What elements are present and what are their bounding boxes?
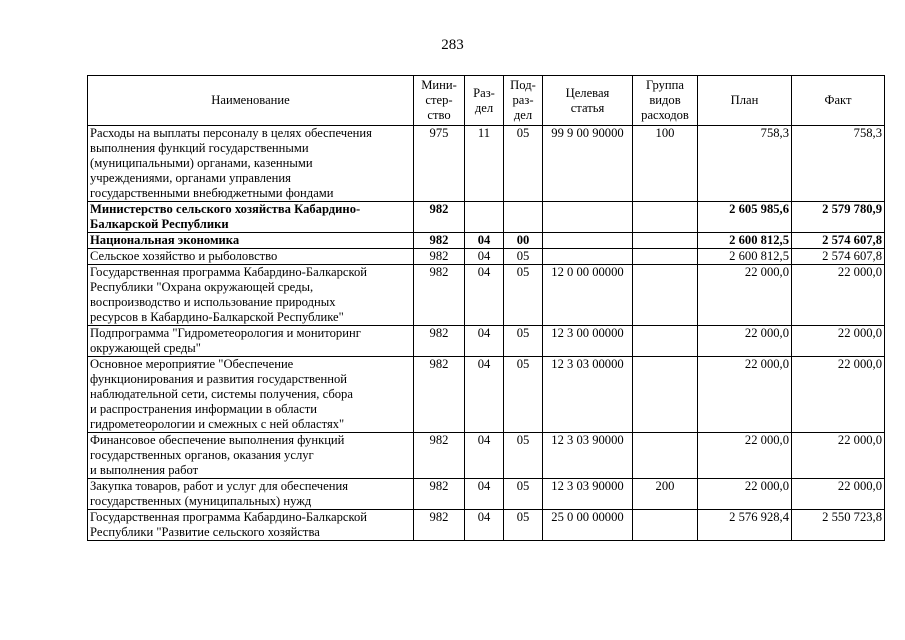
table-row [88,433,885,479]
header-ministry [414,76,465,126]
row-plan: 22 000,0 [698,265,792,326]
row-plan: 22 000,0 [698,326,792,357]
row-ministry: 975 [414,126,465,202]
row-ministry: 982 [414,249,465,265]
row-ministry: 982 [414,233,465,249]
row-target-article [543,233,633,249]
row-target-article: 12 3 03 00000 [543,357,633,433]
row-fact: 2 574 607,8 [792,233,885,249]
row-plan: 2 576 928,4 [698,510,792,541]
row-section: 04 [465,265,504,326]
row-fact: 2 579 780,9 [792,202,885,233]
row-name-line: Национальная экономика [90,233,240,247]
row-plan: 758,3 [698,126,792,202]
row-name [88,249,414,265]
row-name [88,357,414,433]
header-section [465,76,504,126]
row-section: 04 [465,249,504,265]
row-name-line: Министерство сельского хозяйства Кабардино- [90,202,361,216]
row-target-article: 25 0 00 00000 [543,510,633,541]
row-section: 04 [465,479,504,510]
row-name-line: и распространения информации в области [90,402,317,416]
header-group-line: видов [649,93,681,107]
row-name-line: Закупка товаров, работ и услуг для обеспечения [90,479,349,493]
row-name [88,510,414,541]
row-target-article [543,202,633,233]
row-target-article: 99 9 00 90000 [543,126,633,202]
header-target-line: статья [570,100,605,115]
row-expense-group [633,233,698,249]
row-name-line: наблюдательной сети, системы получения, сбора [90,387,353,401]
header-name: Наименование [88,76,414,126]
row-expense-group: 100 [633,126,698,202]
row-name-line: (муниципальными) органами, казенными [90,156,313,170]
row-subsection: 05 [504,510,543,541]
table-body [88,126,885,541]
table-row [88,326,885,357]
row-name-line: выполнения функций государственными [90,141,309,155]
row-section: 04 [465,510,504,541]
row-plan: 22 000,0 [698,357,792,433]
row-name [88,433,414,479]
row-ministry: 982 [414,326,465,357]
row-expense-group: 200 [633,479,698,510]
row-expense-group [633,433,698,479]
row-name [88,326,414,357]
row-name-line: Подпрограмма "Гидрометеорология и мониторинг [90,326,361,340]
row-subsection: 05 [504,126,543,202]
row-target-article: 12 0 00 00000 [543,265,633,326]
row-fact: 2 574 607,8 [792,249,885,265]
row-plan: 22 000,0 [698,433,792,479]
row-plan: 2 600 812,5 [698,233,792,249]
budget-table [87,75,885,541]
row-name [88,265,414,326]
row-name-line: гидрометеорологии и смежных с ней областях" [90,417,345,431]
row-plan: 2 600 812,5 [698,249,792,265]
table-row [88,510,885,541]
row-name [88,233,414,249]
header-subsection-line: раз- [512,93,534,107]
row-ministry: 982 [414,510,465,541]
row-fact: 22 000,0 [792,433,885,479]
row-section: 11 [465,126,504,202]
row-subsection: 05 [504,357,543,433]
header-group-line: Группа [646,78,684,92]
row-expense-group [633,510,698,541]
header-section-line: Раз- [473,85,495,100]
row-ministry: 982 [414,433,465,479]
row-name-line: государственных органов, оказания услуг [90,448,314,462]
row-fact: 758,3 [792,126,885,202]
row-name-line: окружающей среды" [90,341,201,355]
row-name-line: Республики "Развитие сельского хозяйства [90,525,320,539]
row-ministry: 982 [414,479,465,510]
row-fact: 22 000,0 [792,357,885,433]
row-target-article: 12 3 00 00000 [543,326,633,357]
row-fact: 22 000,0 [792,265,885,326]
row-expense-group [633,326,698,357]
header-ministry-line: ство [427,108,451,122]
header-plan: План [698,76,792,126]
table-row [88,233,885,249]
row-subsection: 05 [504,249,543,265]
header-ministry-line: стер- [425,93,453,107]
row-expense-group [633,249,698,265]
row-subsection: 05 [504,326,543,357]
row-name-line: Государственная программа Кабардино-Балкарской [90,510,368,524]
table-row [88,479,885,510]
row-target-article: 12 3 03 90000 [543,479,633,510]
row-subsection: 05 [504,479,543,510]
row-ministry: 982 [414,357,465,433]
row-section: 04 [465,433,504,479]
table-row [88,265,885,326]
header-expense-group [633,76,698,126]
row-ministry: 982 [414,202,465,233]
row-fact: 22 000,0 [792,326,885,357]
row-subsection [504,202,543,233]
row-target-article: 12 3 03 90000 [543,433,633,479]
row-name [88,202,414,233]
header-target-line: Целевая [565,85,610,100]
row-subsection: 05 [504,433,543,479]
row-plan: 22 000,0 [698,479,792,510]
row-name-line: Государственная программа Кабардино-Балкарской [90,265,368,279]
table-row [88,202,885,233]
header-row [88,76,885,126]
row-section [465,202,504,233]
row-name-line: воспроизводство и использование природных [90,295,336,309]
header-fact: Факт [792,76,885,126]
header-subsection-line: Под- [510,78,536,92]
row-fact: 2 550 723,8 [792,510,885,541]
row-name-line: Сельское хозяйство и рыболовство [90,249,278,263]
row-ministry: 982 [414,265,465,326]
row-section: 04 [465,233,504,249]
row-name-line: Расходы на выплаты персоналу в целях обеспечения [90,126,372,140]
table-row [88,126,885,202]
header-ministry-line: Мини- [421,78,457,92]
row-name-line: государственными внебюджетными фондами [90,186,334,200]
header-target-article [543,76,633,126]
row-section: 04 [465,326,504,357]
header-group-line: расходов [641,108,689,122]
page-number: 283 [441,37,464,53]
row-name-line: Республики "Охрана окружающей среды, [90,280,314,294]
row-section: 04 [465,357,504,433]
table-row [88,357,885,433]
row-name-line: государственных (муниципальных) нужд [90,494,312,508]
row-name-line: Балкарской Республики [90,217,229,231]
row-name-line: учреждениями, органами управления [90,171,291,185]
table-row [88,249,885,265]
row-subsection: 00 [504,233,543,249]
row-subsection: 05 [504,265,543,326]
header-subsection-line: дел [513,108,533,122]
row-name [88,479,414,510]
header-subsection [504,76,543,126]
row-name-line: ресурсов в Кабардино-Балкарской Республике" [90,310,344,324]
row-name-line: Финансовое обеспечение выполнения функций [90,433,345,447]
row-fact: 22 000,0 [792,479,885,510]
row-target-article [543,249,633,265]
header-section-line: дел [474,100,494,115]
row-plan: 2 605 985,6 [698,202,792,233]
row-name-line: Основное мероприятие "Обеспечение [90,357,294,371]
row-expense-group [633,202,698,233]
row-name [88,126,414,202]
row-expense-group [633,357,698,433]
row-expense-group [633,265,698,326]
row-name-line: функционирования и развития государственной [90,372,348,386]
row-name-line: и выполнения работ [90,463,199,477]
